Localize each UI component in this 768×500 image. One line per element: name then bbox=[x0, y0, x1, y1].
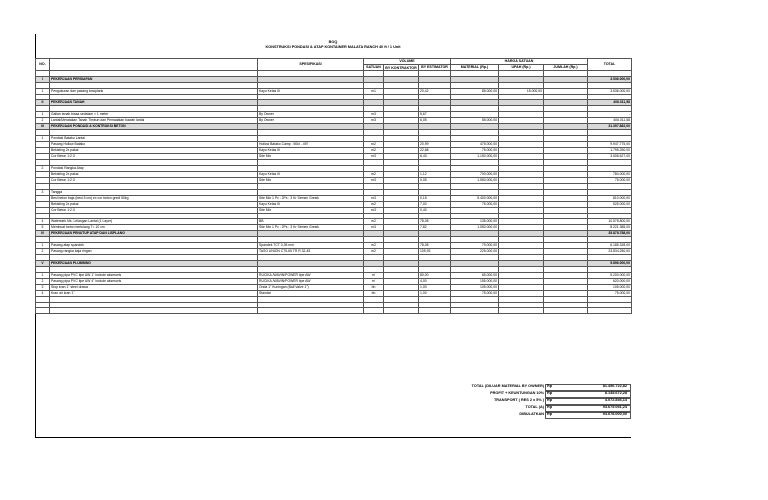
item-specification: Kayu Kelas III bbox=[258, 147, 364, 153]
item-material-price: 135.000,00 bbox=[451, 219, 499, 225]
item-description: Besi beton baja (besi 5 cm) ex cor beton gredi 50kg bbox=[50, 195, 258, 201]
item-material-price: 5.400.000,00 bbox=[451, 195, 499, 201]
boq-body bbox=[36, 71, 632, 314]
item-unit: m' bbox=[364, 272, 384, 278]
item-unit: m2 bbox=[364, 219, 384, 225]
item-total: 75.000,00 bbox=[588, 177, 632, 183]
total-currency: Rp bbox=[547, 412, 553, 416]
blank-cell bbox=[419, 308, 451, 314]
item-total: 75.000,00 bbox=[588, 290, 632, 296]
item-volume-estimator: 0,40 bbox=[419, 207, 451, 213]
item-material-price: 55.000,00 bbox=[451, 118, 499, 124]
item-unit: bh bbox=[364, 284, 384, 290]
item-description: Cor Beton 1:2:3 bbox=[50, 207, 258, 213]
item-number: 1 bbox=[36, 135, 50, 141]
item-description: Bekisting 2x pakai bbox=[50, 147, 258, 153]
item-description: Membuat beton bertulang T= 10 cm bbox=[50, 225, 258, 231]
item-number: 2 bbox=[36, 165, 50, 171]
item-number: 1 bbox=[36, 243, 50, 249]
item-description: Pengukuran dan pasang bowplank bbox=[50, 88, 258, 94]
total-label: TRANSPORT ( RES 2 x 5% ) bbox=[493, 398, 544, 402]
item-specification: RUCIKA /WAVIN/POWER tipe AW bbox=[258, 278, 364, 284]
total-currency: Rp bbox=[547, 398, 553, 402]
blank-cell bbox=[258, 308, 364, 314]
item-volume-estimator: 20,99 bbox=[419, 141, 451, 147]
item-description: Pasang rangka baja ringan bbox=[50, 249, 258, 255]
totals-block bbox=[35, 384, 631, 419]
header-uraian bbox=[50, 59, 258, 71]
item-unit: m3 bbox=[364, 153, 384, 159]
item-material-price: 1.150.000,00 bbox=[451, 153, 499, 159]
item-unit: m3 bbox=[364, 118, 384, 124]
item-specification: Site Mix 1 Pc : 2Ps : 3 Kr Semen Gresik bbox=[258, 225, 364, 231]
item-volume-estimator: 1,12 bbox=[419, 171, 451, 177]
item-total: 10.578.800,00 bbox=[588, 219, 632, 225]
item-volume-estimator: 6,05 bbox=[419, 118, 451, 124]
item-description: Pondasi Rangka Atap bbox=[50, 165, 258, 171]
item-material-price: 1.050.000,00 bbox=[451, 225, 499, 231]
blank-cell bbox=[36, 308, 50, 314]
item-volume-estimator: 105,93 bbox=[419, 249, 451, 255]
item-specification: Kayu Kelas III bbox=[258, 88, 364, 94]
blank-cell bbox=[544, 308, 588, 314]
section-total: 5.896.000,00 bbox=[588, 260, 632, 266]
item-description: Cor Beton 1:2:3 bbox=[50, 153, 258, 159]
item-material-price: 105.000,00 bbox=[451, 284, 499, 290]
header-satuan: SATUAN bbox=[364, 65, 384, 71]
item-volume-estimator: 4,00 bbox=[419, 278, 451, 284]
item-description: Lantai/Meratakan Tanah Timbun dan Pemadatan bawah lantai bbox=[50, 118, 258, 124]
item-total: 5.200.000,00 bbox=[588, 272, 632, 278]
item-description: Tangga bbox=[50, 189, 258, 195]
item-specification: RUCIKA /WAVIN/POWER tipe AW bbox=[258, 272, 364, 278]
item-volume-estimator: 1,00 bbox=[419, 284, 451, 290]
item-number: 3 bbox=[36, 284, 50, 290]
item-description: Pasang pipa PVC tipe AW 1" include aksesoris bbox=[50, 272, 258, 278]
boq-table bbox=[35, 58, 632, 314]
item-description: Bekisting 2x pakai bbox=[50, 171, 258, 177]
item-volume-estimator: 1,00 bbox=[419, 290, 451, 296]
item-material-price: 75.000,00 bbox=[451, 290, 499, 296]
item-specification: BB bbox=[258, 219, 364, 225]
total-row bbox=[35, 391, 631, 398]
item-volume-estimator: 7,00 bbox=[419, 201, 451, 207]
item-specification: By Owner bbox=[258, 112, 364, 118]
item-material-price: 1.550.000,00 bbox=[451, 177, 499, 183]
blank-cell bbox=[384, 308, 419, 314]
item-unit: m2 bbox=[364, 147, 384, 153]
total-currency: Rp bbox=[547, 384, 553, 388]
item-total: 810.000,00 bbox=[588, 195, 632, 201]
item-description: Pasang pipa PVC tipe AW 4" include aksesoris bbox=[50, 278, 258, 284]
item-volume-estimator: 5,67 bbox=[419, 112, 451, 118]
section-total: 35.878.788,00 bbox=[588, 231, 632, 237]
total-row bbox=[35, 412, 631, 419]
total-label: TOTAL (DILUAR MATERIAL BY OWNER) bbox=[471, 384, 544, 388]
total-value: 8.145.672,28 bbox=[604, 391, 627, 395]
item-material-price: 65.000,00 bbox=[451, 272, 499, 278]
section-number: V bbox=[36, 260, 50, 266]
item-volume-estimator: 7,82 bbox=[419, 225, 451, 231]
item-volume-estimator: 22,68 bbox=[419, 147, 451, 153]
item-total: 9.947.775,00 bbox=[588, 141, 632, 147]
header-volume: VOLUME bbox=[364, 59, 451, 65]
section-number: III bbox=[36, 124, 50, 130]
item-unit: m2 bbox=[364, 171, 384, 177]
item-unit: m3 bbox=[364, 195, 384, 201]
item-unit: m' bbox=[364, 278, 384, 284]
item-description: Stop kran 1" steel drawa bbox=[50, 284, 258, 290]
item-description: Waterstek Ms. Lelangan Lantai (1 Layer) bbox=[50, 219, 258, 225]
total-value: 93.675.051,24 bbox=[602, 405, 627, 409]
blank-row bbox=[36, 308, 632, 314]
section-title: PEKERJAAN PENUTUP ATAP DAN LISPLANG bbox=[50, 231, 258, 237]
item-material-price: 225.000,00 bbox=[451, 249, 499, 255]
item-number: 4 bbox=[36, 219, 50, 225]
item-total: 784.000,00 bbox=[588, 171, 632, 177]
blank-cell bbox=[451, 308, 499, 314]
header-jumlah: JUMLAH (Rp.) bbox=[544, 65, 588, 71]
item-unit: m1 bbox=[364, 88, 384, 94]
item-volume-estimator: 78,08 bbox=[419, 243, 451, 249]
item-specification: Site Mix bbox=[258, 153, 364, 159]
item-description: Pondasi Batako Lantai bbox=[50, 135, 258, 141]
item-unit: m3 bbox=[364, 207, 384, 213]
blank-cell bbox=[50, 308, 258, 314]
item-material-price: 75.000,00 bbox=[451, 201, 499, 207]
blank-cell bbox=[364, 308, 384, 314]
item-material-price: 475.000,00 bbox=[451, 141, 499, 147]
item-total: 3.536.000,00 bbox=[588, 88, 632, 94]
item-number: 2 bbox=[36, 249, 50, 255]
total-label: DIBULATKAN bbox=[519, 412, 544, 416]
item-specification: Site Mix bbox=[258, 207, 364, 213]
document-title: BOQ bbox=[328, 40, 338, 44]
total-label: TOTAL (A) bbox=[525, 405, 544, 409]
item-volume-estimator: 80,00 bbox=[419, 272, 451, 278]
section-title: PEKERJAAN PERSIAPAN bbox=[50, 76, 258, 82]
item-unit: m3 bbox=[364, 177, 384, 183]
item-number: 5 bbox=[36, 225, 50, 231]
item-volume-estimator: 6,43 bbox=[419, 153, 451, 159]
item-number: 2 bbox=[36, 118, 50, 124]
total-row bbox=[35, 384, 631, 391]
item-unit: m2 bbox=[364, 249, 384, 255]
document-subtitle: KONSTRUKSI PONDASI & ATAP KONTAINER MALATA RANCH 40 ft / 1 Unit bbox=[265, 45, 401, 49]
header-no: NO. bbox=[36, 59, 50, 71]
item-volume-estimator: 0,05 bbox=[419, 177, 451, 183]
item-total: 3.508.627,00 bbox=[588, 153, 632, 159]
item-total: 8.221.385,00 bbox=[588, 225, 632, 231]
item-description: Galian tanah biasa sedalam > 1 meter bbox=[50, 112, 258, 118]
item-number: 1 bbox=[36, 112, 50, 118]
header-material: MATERIAL (Rp.) bbox=[451, 65, 499, 71]
item-material-price: 85.000,00 bbox=[451, 88, 499, 94]
total-currency: Rp bbox=[547, 405, 553, 409]
header-harga-satuan: HARGA SATUAN bbox=[451, 59, 588, 65]
item-unit: m2 bbox=[364, 243, 384, 249]
item-number: 4 bbox=[36, 290, 50, 296]
item-specification: Spandek TCT 0,35 mm bbox=[258, 243, 364, 249]
item-volume-estimator: 20,42 bbox=[419, 88, 451, 94]
section-title: PEKERJAAN PLUMBING bbox=[50, 260, 258, 266]
item-description: Kran air kran 1" bbox=[50, 290, 258, 296]
item-specification: Standar bbox=[258, 290, 364, 296]
item-specification: Kayu Kelas III bbox=[258, 171, 364, 177]
item-material-price: 75.000,00 bbox=[451, 147, 499, 153]
blank-cell bbox=[499, 308, 544, 314]
section-title: PEKERJAAN TANAH bbox=[50, 100, 258, 106]
item-total: 105.000,00 bbox=[588, 284, 632, 290]
item-specification: Onda 1" Kuningan (Ball Valve 1") bbox=[258, 284, 364, 290]
item-description: Bekisting 2x pakai bbox=[50, 201, 258, 207]
item-total: 620.000,00 bbox=[588, 278, 632, 284]
item-specification: Site Mix 1 Pc : 2Ps : 3 Kr Semen Gresik bbox=[258, 195, 364, 201]
item-total: 525.000,00 bbox=[588, 201, 632, 207]
section-total: 31.397.862,00 bbox=[588, 124, 632, 130]
total-value: 4.072.836,14 bbox=[604, 398, 627, 402]
item-volume-estimator: 78,08 bbox=[419, 219, 451, 225]
item-number: 3 bbox=[36, 189, 50, 195]
item-material-price: 155.000,00 bbox=[451, 278, 499, 284]
section-title: PEKERJAAN PONDASI & KONTRUKSI BETON bbox=[50, 124, 258, 130]
item-labor-price: 15.000,00 bbox=[499, 88, 544, 94]
section-total: 406.011,58 bbox=[588, 100, 632, 106]
item-specification: TASO UNION C75-65 TR R 32-45 bbox=[258, 249, 364, 255]
header-upah: UPAH (Rp.) bbox=[499, 65, 544, 71]
header-by-kontraktor: BY KONTRAKTOR bbox=[385, 65, 417, 70]
total-value: 81.456.722,82 bbox=[602, 384, 627, 388]
item-specification: Hollow Batako Camp : 50kl - 497 bbox=[258, 141, 364, 147]
total-label: PROFIT + KEUNTUNGAN 10% bbox=[490, 391, 544, 395]
section-total: 3.536.000,00 bbox=[588, 76, 632, 82]
item-total: - bbox=[588, 112, 632, 118]
item-volume-estimator: 0,15 bbox=[419, 195, 451, 201]
item-unit: m2 bbox=[364, 141, 384, 147]
item-number: 1 bbox=[36, 272, 50, 278]
total-row bbox=[35, 405, 631, 412]
item-material-price: 700.000,00 bbox=[451, 171, 499, 177]
item-unit: bh bbox=[364, 290, 384, 296]
item-description: Pasang Hollow Batako bbox=[50, 141, 258, 147]
item-description: Pasang atap spandek bbox=[50, 243, 258, 249]
header-total: TOTAL bbox=[588, 59, 632, 71]
sheet-bottom-border bbox=[35, 437, 631, 438]
item-total: 23.834.250,00 bbox=[588, 249, 632, 255]
item-total: 406.011,58 bbox=[588, 118, 632, 124]
item-material-price: 79.000,00 bbox=[451, 243, 499, 249]
item-specification: By Owner bbox=[258, 118, 364, 124]
section-number: I bbox=[36, 76, 50, 82]
item-unit: m3 bbox=[364, 225, 384, 231]
header-spesifikasi: SPESIFIKASI bbox=[258, 59, 364, 71]
item-specification: Kayu Kelas III bbox=[258, 201, 364, 207]
item-total: 6.185.328,00 bbox=[588, 243, 632, 249]
item-number: 1 bbox=[36, 88, 50, 94]
section-number: II bbox=[36, 100, 50, 106]
item-number: 2 bbox=[36, 278, 50, 284]
item-unit: m3 bbox=[364, 112, 384, 118]
item-description: Cor Beton 1:2:3 bbox=[50, 177, 258, 183]
item-unit: m2 bbox=[364, 201, 384, 207]
header-by-estimator: BY ESTIMATOR bbox=[419, 65, 451, 71]
total-value: 93.678.000,00 bbox=[602, 412, 627, 416]
item-total: 1.795.250,00 bbox=[588, 147, 632, 153]
item-specification: Site Mix bbox=[258, 177, 364, 183]
total-currency: Rp bbox=[547, 391, 553, 395]
total-row bbox=[35, 398, 631, 405]
section-number: IV bbox=[36, 231, 50, 237]
blank-cell bbox=[588, 308, 632, 314]
